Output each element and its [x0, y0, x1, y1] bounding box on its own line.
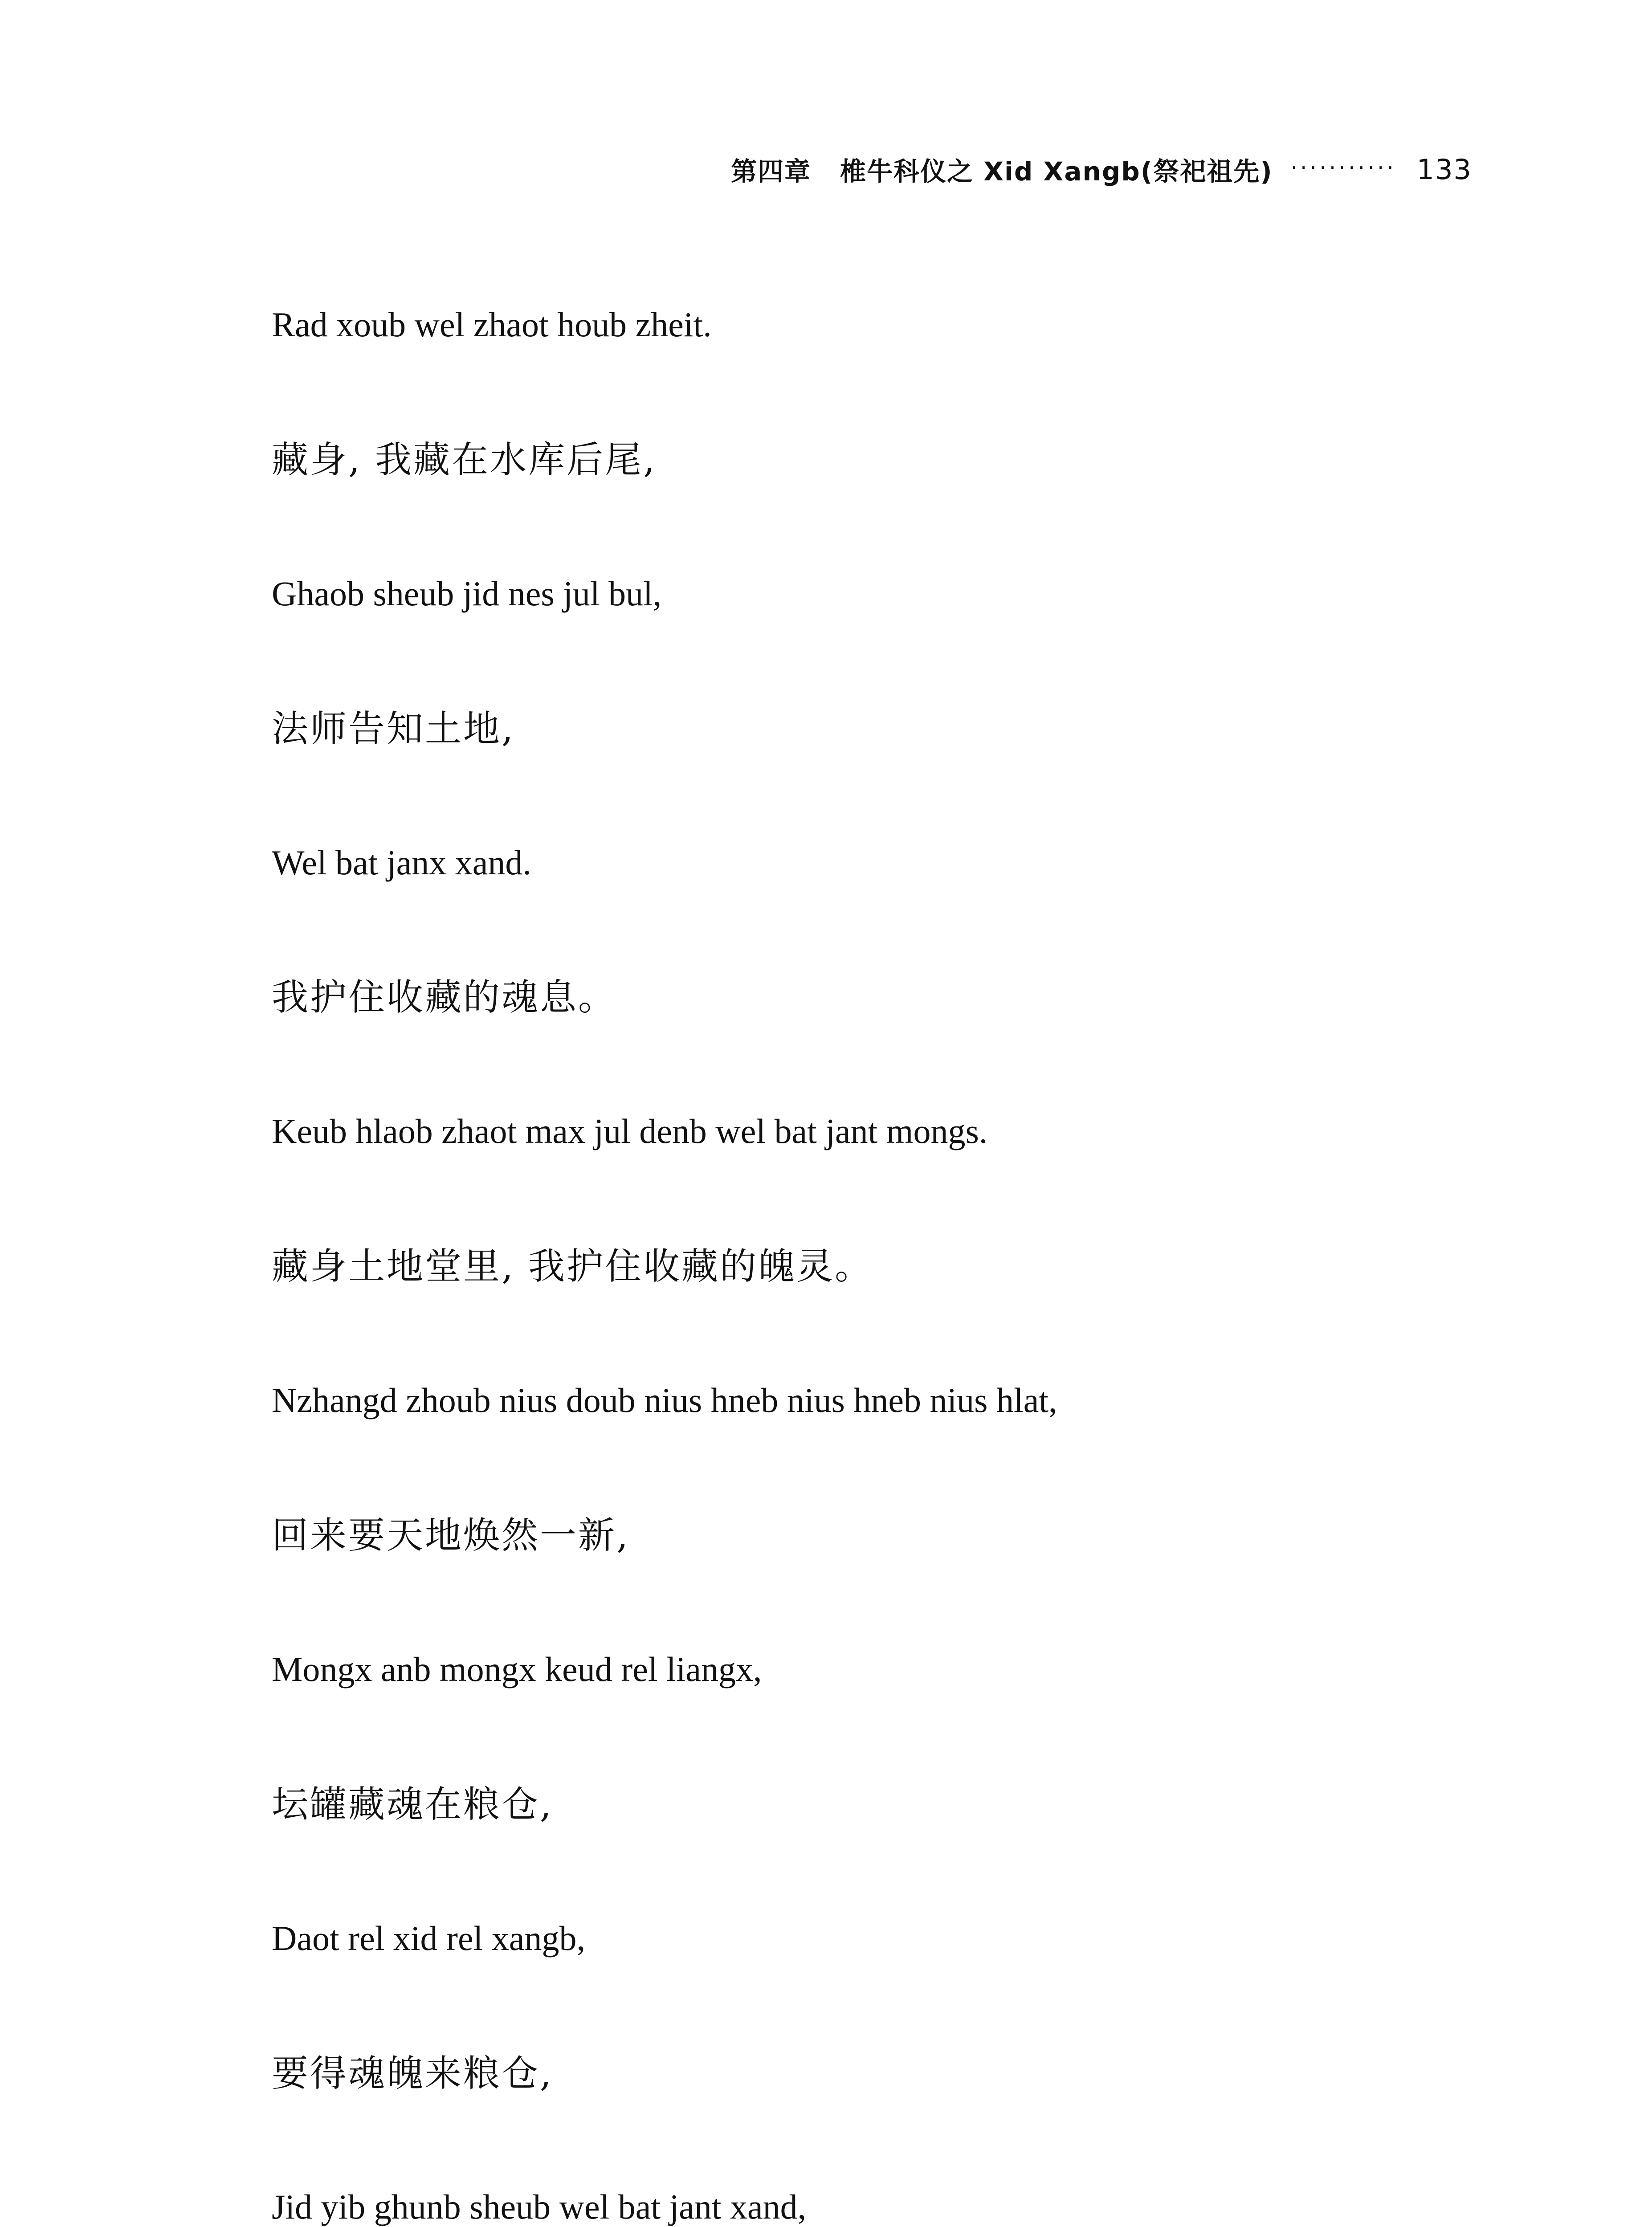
- bilingual-verse-body: [272, 307, 1430, 2227]
- chinese-translation-line: 藏身土地堂里, 我护住收藏的魄灵。: [272, 1245, 873, 1288]
- running-header: [731, 147, 1472, 192]
- miao-text-line: Rad xoub wel zhaot houb zheit.: [272, 305, 712, 344]
- miao-text-line: Ghaob sheub jid nes jul bul,: [272, 574, 662, 613]
- chinese-translation-line: 坛罐藏魂在粮仓,: [272, 1783, 554, 1826]
- miao-text-line: Daot rel xid rel xangb,: [272, 1918, 585, 1958]
- page-number: 133: [1416, 153, 1472, 186]
- miao-text-line: Keub hlaob zhaot max jul denb wel bat jant mongs.: [272, 1112, 988, 1151]
- chinese-translation-line: 要得魂魄来粮仓,: [272, 2052, 554, 2095]
- chapter-title: 椎牛科仪之 Xid Xangb(祭祀祖先): [840, 156, 1273, 187]
- miao-text-line: Jid yib ghunb sheub wel bat jant xand,: [272, 2187, 807, 2227]
- chapter-label: 第四章: [731, 156, 812, 187]
- dot-leader: ···········: [1290, 155, 1397, 179]
- miao-text-line: Nzhangd zhoub nius doub nius hneb nius hneb nius hlat,: [272, 1381, 1057, 1420]
- chinese-translation-line: 我护住收藏的魂息。: [272, 976, 617, 1019]
- miao-text-line: Mongx anb mongx keud rel liangx,: [272, 1649, 762, 1689]
- chinese-translation-line: 藏身, 我藏在水库后尾,: [272, 438, 657, 481]
- chinese-translation-line: 法师告知土地,: [272, 707, 515, 750]
- chinese-translation-line: 回来要天地焕然一新,: [272, 1514, 630, 1557]
- miao-text-line: Wel bat janx xand.: [272, 843, 531, 882]
